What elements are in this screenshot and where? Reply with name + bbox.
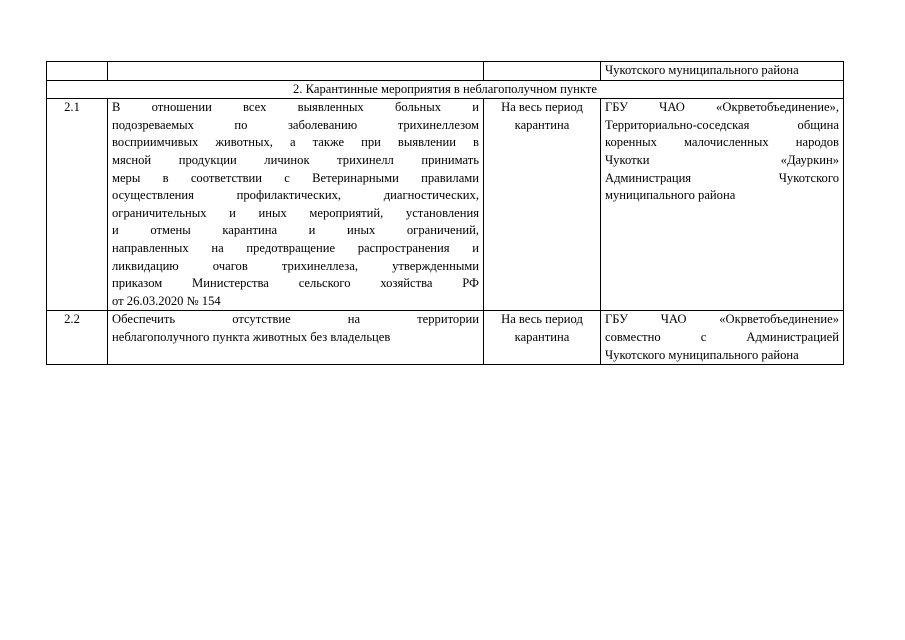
measure-line: осуществления профилактических, диагностических, <box>112 188 479 203</box>
period-line: карантина <box>514 329 570 344</box>
cell-period <box>484 62 601 81</box>
measure-line: В отношении всех выявленных больных и <box>112 100 479 115</box>
cell-responsible: Чукотского муниципального района <box>601 62 844 81</box>
responsible-line: Администрация Чукотского <box>605 170 839 185</box>
responsible-line: ГБУ ЧАО «Окрветобъединение» <box>605 312 839 327</box>
measure-line: ограничительных и иных мероприятий, установления <box>112 205 479 220</box>
cell-measure <box>108 62 484 81</box>
responsible-line: Территориально-соседская община <box>605 117 839 132</box>
measure-line: приказом Министерства сельского хозяйства РФ <box>112 276 479 291</box>
cell-measure <box>108 99 484 311</box>
measures-table <box>46 61 844 365</box>
responsible-line: коренных малочисленных народов <box>605 135 839 150</box>
period-line: На весь период <box>501 312 583 327</box>
measure-line: мясной продукции личинок трихинелл принимать <box>112 152 479 167</box>
responsible-line: Чукотки «Дауркин» <box>605 152 839 167</box>
cell-responsible <box>601 99 844 311</box>
cell-measure <box>108 311 484 365</box>
table-row <box>47 99 844 311</box>
period-line: На весь период <box>501 100 583 115</box>
measure-line: восприимчивых животных, а также при выявлении в <box>112 135 479 150</box>
cell-number: 2.2 <box>47 311 108 365</box>
measure-line: направленных на предотвращение распространения и <box>112 240 479 255</box>
measure-line: подозреваемых по заболеванию трихинеллезом <box>112 117 479 132</box>
responsible-line: ГБУ ЧАО «Окрветобъединение», <box>605 100 839 115</box>
measure-line: ликвидацию очагов трихинеллеза, утвержденными <box>112 258 479 273</box>
cell-number: 2.1 <box>47 99 108 311</box>
measure-line: меры в соответствии с Ветеринарными правилами <box>112 170 479 185</box>
table-row <box>47 311 844 365</box>
table-row-continuation <box>47 62 844 81</box>
measure-line: и отмены карантина и иных ограничений, <box>112 223 479 238</box>
measure-line: Обеспечить отсутствие на территории <box>112 312 479 327</box>
responsible-line: совместно с Администрацией <box>605 329 839 344</box>
table-row-section-header <box>47 80 844 99</box>
measure-line: от 26.03.2020 № 154 <box>112 293 221 308</box>
period-line: карантина <box>514 117 570 132</box>
section-header: 2. Карантинные мероприятия в неблагополучном пункте <box>47 80 844 99</box>
document-page <box>46 61 841 365</box>
responsible-line: муниципального района <box>605 188 736 203</box>
measure-line: неблагополучного пункта животных без владельцев <box>112 329 391 344</box>
cell-period <box>484 311 601 365</box>
cell-responsible <box>601 311 844 365</box>
cell-number <box>47 62 108 81</box>
cell-period <box>484 99 601 311</box>
responsible-line: Чукотского муниципального района <box>605 347 799 362</box>
